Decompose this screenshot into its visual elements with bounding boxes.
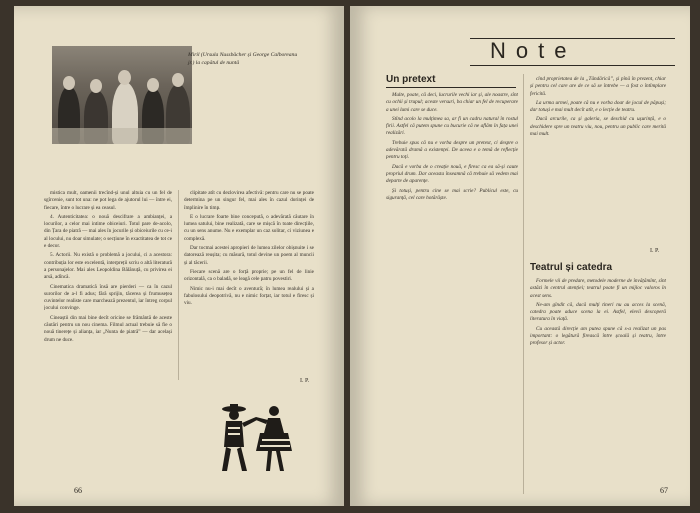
dancing-couple-illustration <box>204 401 314 476</box>
article-title-un-pretext: Un pretext <box>386 74 436 85</box>
paragraph: Dacă e vorba de o creație nouă, e firesc ca ea să-și caute propriul drum. Dar aceasta înseamnă că trebuie să vedem mai departe de aparențe. <box>386 163 518 185</box>
left-page <box>14 6 344 506</box>
article-title-teatrul-si-catedra: Teatrul și catedra <box>530 262 613 273</box>
paragraph: Stînd acolo la mulțimea sa, ar fi un cadru natural în rostul firii. Astfel că putem spune cu bucurie că ne aflăm în fața unei realizări. <box>386 115 518 137</box>
section-header: Note <box>490 38 577 63</box>
column-divider <box>178 190 179 380</box>
column-divider <box>523 74 524 494</box>
author-signature: I. P. <box>650 248 660 254</box>
author-signature: I. P. <box>300 378 310 384</box>
paragraph: Dacă arcurile, ca și galeria, se deschid cu ușurință, e o deschidere spre un teatru viu, nou, pentru un public care merită mai mult. <box>530 116 666 138</box>
paragraph: Și totuși, pentru cine se mai scrie? Publicul este, cu siguranță, cel care hotărăște. <box>386 187 518 201</box>
paragraph: Fiecare scenă are o forță proprie; pe un fel de linie orizontală, ca o baladă, se leagă cele patru povestiri. <box>184 268 314 283</box>
paragraph: Cinematica dramatică însă are pierderi — ca în cazul surorilor de a-l fi adus; fără sprijin, tăcerea și frumusețea cuvintelor realiste care marchează prezentul, iar întreg corpul jocului convinge. <box>44 283 172 312</box>
right-page <box>350 6 690 506</box>
film-still-photo <box>52 46 192 144</box>
paragraph: Cineaștii din mai bine decît oricine se frământă de aceste căutări pentru un nou cinema. Filmul actual trebuie să fie o nouă tinerețe și alianța, iar „Nunta de piatră” — dar același drum ne duce. <box>44 314 172 343</box>
paragraph: cînd proprietatea de la „Tăndărică”, și pînă în prezent, chiar și pentru cel care are de ce să se întrebe — a fost o întîmplare fericită. <box>530 76 666 97</box>
right-page-column-1 <box>386 92 518 492</box>
left-page-column-2 <box>184 190 314 375</box>
paragraph: Trebuie spus că nu e vorba despre un pretext, ci despre o adevărată dramă a existenței. De aceea e o temă de reflecție pentru toți. <box>386 139 518 161</box>
paragraph: 4. Autenticitatea: o nouă descifrare a ambianței, a locurilor, a celor mai intime obiceiuri. Totul pare de-acolo, din Țara de piatră — mai ales în jocurile și obiceiurile cu ce-i al locului, nu doar simulate; o secțiune în exactitatea de tot ce e decor. <box>44 213 172 250</box>
paragraph: Cu această direcție am putea spune că s-a realizat un pas important: o legătură firească între școală și teatru, între profesor și actor. <box>530 325 666 347</box>
paragraph: Nimic nu-i mai decît o aventură; în lumea realului și a fabulosului deopotrivă, nu e nimic forțat, iar totul e firesc și viu. <box>184 285 314 307</box>
paragraph: 5. Actorii. Nu există o problemă a jocului, ci a acestora: contribuția lor este excelentă, interpreții scriu o altă literatură a personajelor. Mai ales Leopoldina Bălănuță, cu privirea ei arsă, adîncă. <box>44 252 172 281</box>
paragraph: mistica mult, oamenii trecînd-și unul altuia cu un fel de sgîrcenie, sunt tot una: ne pot lega de ajutorul lui — între ei, fiecare, între o lucrare și ea ceasul. <box>44 190 172 211</box>
paragraph: Dar tocmai acestei apropieri de lumea zilelor obișnuite i se datorează reușita; cu măsură, totul devine un poem al muncii și al tăcerii. <box>184 245 314 266</box>
right-page-column-2-bottom <box>530 278 666 488</box>
paragraph: Ne-am gîndit că, dacă mulți tineri nu au acces la scenă, catedra poate aduce scena la ei. Astfel, elevii descoperă literatura în viață. <box>530 301 666 323</box>
photo-caption: Miril (Ursula Nussbächer și George Calboreanu jr.) la capătul de nuntă <box>188 52 298 66</box>
left-page-column-1 <box>44 190 172 495</box>
paragraph: Multe, poate, că deci, lucrurile vechi iar și, ale noastre, sînt cu ochii și trupul; aceste versuri, ba chiar un fel de recuperare a unei lumi care se duce. <box>386 92 518 113</box>
page-number: 67 <box>660 486 668 495</box>
page-number: 66 <box>74 486 82 495</box>
paragraph: Formele vii de predare, metodele moderne de învățămînt, sînt astăzi în centrul atenției; teatrul poate fi un mijloc valoros în acest sens. <box>530 278 666 299</box>
paragraph: E o lucrare foarte bine concepută, o adevărată căutare în lumea satului, bine realizată, care se mișcă în toate direcțiile, cu un sens anume. Nu e exemplar un caz solitar, ci viziunea e complexă. <box>184 213 314 242</box>
title-underline <box>386 87 516 88</box>
right-page-column-2-top <box>530 76 666 246</box>
paragraph: La urma urmei, poate că nu e vorba doar de jocul de păpuși; dar totuși e mai mult decît atît, e o lecție de teatru. <box>530 99 666 114</box>
paragraph: clipitate atît cu dezlovirea afectivă: pentru care nu se poate determina pe un singur fel, mai ales în cazul dorinței de împlinire în timp. <box>184 190 314 211</box>
